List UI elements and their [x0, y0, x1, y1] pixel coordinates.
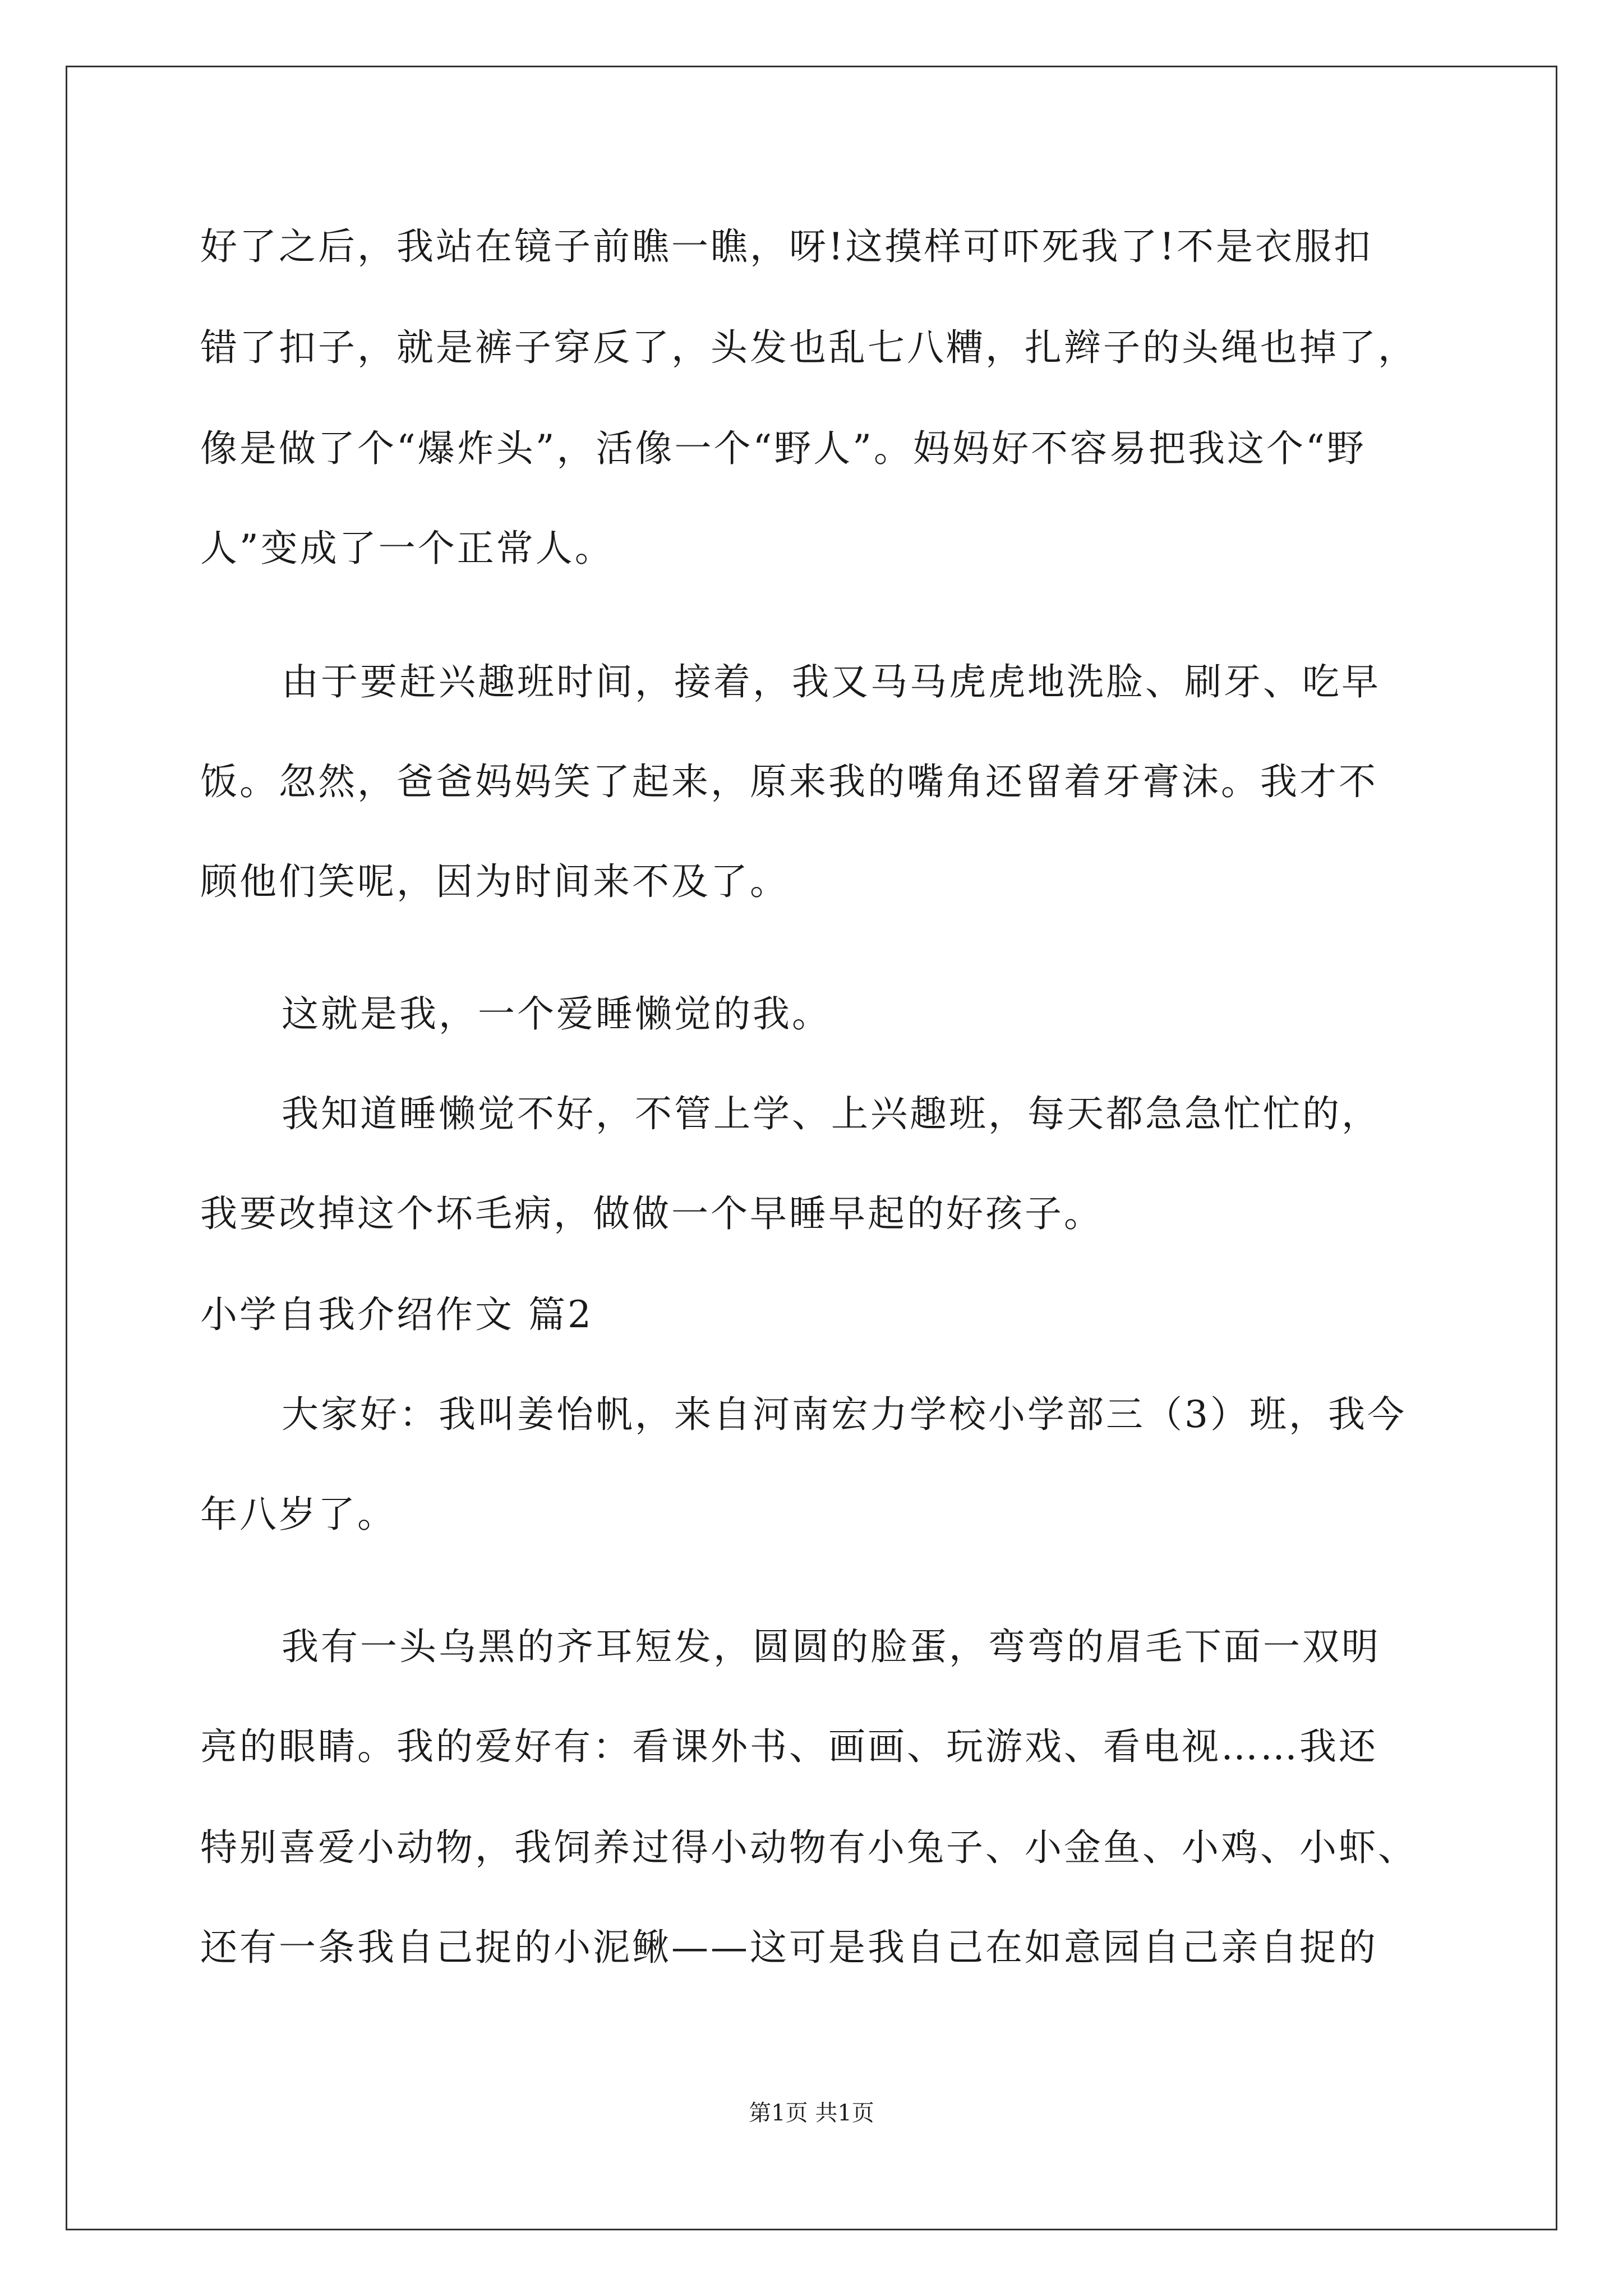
text-line: 特别喜爱小动物，我饲养过得小动物有小兔子、小金鱼、小鸡、小虾、 [200, 1826, 1417, 1869]
paragraph-first-line: 这就是我，一个爱睡懒觉的我。 [282, 992, 831, 1036]
paragraph-first-line: 我知道睡懒觉不好，不管上学、上兴趣班，每天都急急忙忙的， [282, 1092, 1381, 1135]
text-line: 饭。忽然，爸爸妈妈笑了起来，原来我的嘴角还留着牙膏沫。我才不 [200, 760, 1378, 803]
text-line: 年八岁了。 [200, 1493, 396, 1536]
text-line: 我要改掉这个坏毛病，做做一个早睡早起的好孩子。 [200, 1192, 1103, 1235]
text-line: 还有一条我自己捉的小泥鳅——这可是我自己在如意园自己亲自捉的 [200, 1926, 1378, 1969]
paragraph-first-line: 大家好：我叫姜怡帆，来自河南宏力学校小学部三（3）班，我今 [282, 1393, 1407, 1436]
page-border [66, 66, 1557, 2230]
text-line: 亮的眼睛。我的爱好有：看课外书、画画、玩游戏、看电视……我还 [200, 1725, 1378, 1768]
paragraph-first-line: 由于要赶兴趣班时间，接着，我又马马虎虎地洗脸、刷牙、吃早 [282, 660, 1381, 703]
text-line: 顾他们笑呢，因为时间来不及了。 [200, 860, 789, 903]
text-line: 人”变成了一个正常人。 [200, 527, 614, 570]
text-line: 好了之后，我站在镜子前瞧一瞧，呀!这摸样可吓死我了!不是衣服扣 [200, 225, 1373, 268]
text-line: 错了扣子，就是裤子穿反了，头发也乱七八糟，扎辫子的头绳也掉了， [200, 326, 1417, 369]
page-footer: 第1页 共1页 [749, 2100, 874, 2126]
paragraph-first-line: 我有一头乌黑的齐耳短发，圆圆的脸蛋，弯弯的眉毛下面一双明 [282, 1625, 1381, 1668]
text-line: 像是做了个“爆炸头”，活像一个“野人”。妈妈好不容易把我这个“野 [200, 427, 1366, 470]
section-heading: 小学自我介绍作文 篇2 [200, 1293, 593, 1336]
